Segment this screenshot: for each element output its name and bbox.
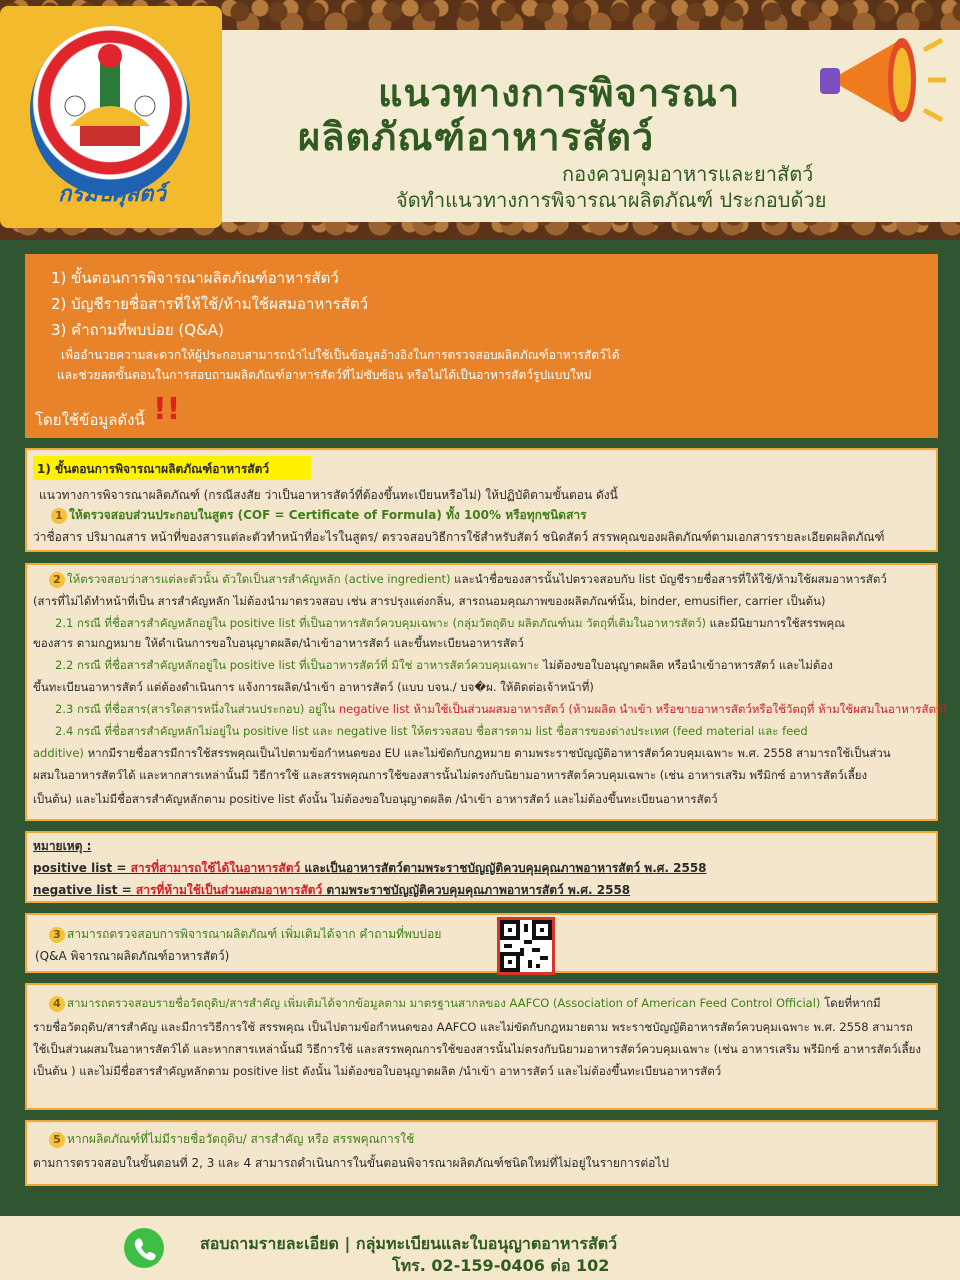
note-negative-list bbox=[33, 881, 630, 900]
section-2-line-2: (สารที่ไม่ได้ทำหน้าที่เป็น สารสำคัญหลัก ไม่ต้องนำมาตรวจสอบ เช่น สารปรุงแต่งกลิ่น, สารถนอมคุณภาพของผลิตภัณฑ์นั้น, binder, emusifier, carrier เป็นต้น) bbox=[33, 594, 826, 608]
section-4-line-4: เป็นต้น ) และไม่มีชื่อสารสำคัญหลักตาม positive list ดังนั้น ไม่ต้องขอใบอนุญาตผลิต /นำเข้า อาหารสัตว์ และไม่ต้องขึ้นทะเบียนอาหารสัตว์ bbox=[33, 1064, 722, 1078]
intro-paragraph-1: เพื่ออำนวยความสะดวกให้ผู้ประกอบสามารถนำไปใช้เป็นข้อมูลอ้างอิงในการตรวจสอบผลิตภัณฑ์อาหารสัตว์ได้ bbox=[61, 348, 620, 362]
logo-text: กรมปศุสัตว์ bbox=[58, 181, 166, 207]
intro-item-2: 2) บัญชีรายชื่อสารที่ให้ใช้/ห้ามใช้ผสมอาหารสัตว์ bbox=[51, 295, 369, 313]
section-1-heading: 1) ขั้นตอนการพิจารณาผลิตภัณฑ์อาหารสัตว์ bbox=[37, 462, 270, 476]
note-positive-list bbox=[33, 859, 707, 878]
section-1-line-3: ว่าชื่อสาร ปริมาณสาร หน้าที่ของสารแต่ละตัวทำหน้าที่อะไรในสูตร/ ตรวจสอบวิธีการใช้สำหรับสัตว์ ชนิดสัตว์ สรรพคุณของผลิตภัณฑ์ตามเอกสารรายละเอียดผลิตภัณฑ์ bbox=[33, 530, 885, 544]
section-2-line-9b: หากมีรายชื่อสารมีการใช้สรรพคุณเป็นไปตามข้อกำหนดของ EU และไม่ขัดกับกฎหมาย ตามพระราชบัญญัติอาหารสัตว์ควบคุมเฉพาะ พ.ศ. 2558 สามารถใช้เป็นส่วน bbox=[83, 746, 891, 760]
section-5 bbox=[25, 1120, 938, 1186]
section-1-step bbox=[51, 506, 587, 525]
subtitle-description: จัดทำแนวทางการพิจารณาผลิตภัณฑ์ ประกอบด้วย bbox=[396, 188, 827, 212]
section-2-line-9 bbox=[33, 745, 891, 763]
note-box bbox=[25, 831, 938, 903]
note-negative-definition: สารที่ห้ามใช้เป็นส่วนผสมอาหารสัตว์ bbox=[135, 883, 323, 897]
section-2-line-5b: ไม่ต้องขอใบอนุญาตผลิต หรือนำเข้าอาหารสัตว์ และไม่ต้อง bbox=[539, 658, 833, 672]
qr-code-icon[interactable] bbox=[497, 917, 555, 975]
section-2-line-5 bbox=[55, 657, 833, 675]
section-1 bbox=[25, 448, 938, 552]
section-2-line-7 bbox=[55, 701, 947, 719]
section-2-line-3a: 2.1 กรณี ที่ชื่อสารสำคัญหลักอยู่ใน positive list ที่เป็นอาหารสัตว์ควบคุมเฉพาะ (กลุ่มวัตถุดิบ ผลิตภัณฑ์นม วัตถุที่เติมในอาหารสัตว์) bbox=[55, 616, 707, 630]
section-3-sub: (Q&A พิจารณาผลิตภัณฑ์อาหารสัตว์) bbox=[35, 949, 230, 963]
subtitle-department: กองควบคุมอาหารและยาสัตว์ bbox=[562, 162, 814, 186]
section-5-main: หากผลิตภัณฑ์ที่ไม่มีรายชื่อวัตถุดิบ/ สารสำคัญ หรือ สรรพคุณการใช้ bbox=[67, 1132, 415, 1146]
footer-phone-number[interactable]: โทร. 02-159-0406 ต่อ 102 bbox=[392, 1256, 610, 1275]
exclamation-icon: !! bbox=[153, 392, 181, 427]
note-negative-rest: ตามพระราชบัญญัติควบคุมคุณภาพอาหารสัตว์ พ.ศ. 2558 bbox=[322, 883, 631, 897]
note-positive-rest: และเป็นอาหารสัตว์ตามพระราชบัญญัติควบคุมคุณภาพอาหารสัตว์ พ.ศ. 2558 bbox=[300, 861, 707, 875]
step-number-3: 3 bbox=[49, 927, 65, 943]
section-2-line-10: ผสมในอาหารสัตว์ได้ และหากสารเหล่านั้นมี วิธีการใช้ และสรรพคุณการใช้ของสารนั้นไม่ตรงกับนิยามอาหารสัตว์ควบคุมเฉพาะ (เช่น อาหารเสริม พรีมิกซ์ อาหารสัตว์เลี้ยง bbox=[33, 768, 868, 782]
section-4 bbox=[25, 983, 938, 1110]
section-5-line-2: ตามการตรวจสอบในขั้นตอนที่ 2, 3 และ 4 สามารถดำเนินการในขั้นตอนพิจารณาผลิตภัณฑ์ชนิดใหม่ที่ไม่อยู่ในรายการต่อไป bbox=[33, 1156, 670, 1170]
note-label: หมายเหตุ : bbox=[33, 839, 92, 853]
intro-paragraph-2: และช่วยลดขั้นตอนในการสอบถามผลิตภัณฑ์อาหารสัตว์ที่ไม่ซับซ้อน หรือไม่ได้เป็นอาหารสัตว์รูปแบบใหม่ bbox=[57, 368, 592, 382]
step-number-1: 1 bbox=[51, 508, 67, 524]
step-number-4: 4 bbox=[49, 996, 65, 1012]
section-2-line-7a: 2.3 กรณี ที่ชื่อสาร(สารใดสารหนึ่งในส่วนประกอบ) อยู่ใน bbox=[55, 702, 336, 716]
section-4-line-1b: โดยที่หากมี bbox=[820, 996, 881, 1010]
section-2-line-4: ของสาร ตามกฎหมาย ให้ดำเนินการขอใบอนุญาตผลิต/นำเข้าอาหารสัตว์ และขึ้นทะเบียนอาหารสัตว์ bbox=[33, 636, 524, 650]
note-negative-term: negative list = bbox=[33, 883, 136, 897]
section-1-step-text: ให้ตรวจสอบส่วนประกอบในสูตร (COF = Certificate of Formula) ทั้ง 100% หรือทุกชนิดสาร bbox=[69, 508, 587, 522]
page-title-line1: แนวทางการพิจารณา bbox=[378, 71, 741, 115]
section-4-line-1 bbox=[49, 995, 881, 1013]
section-2-line-1a: ให้ตรวจสอบว่าสารแต่ละตัวนั้น ตัวใดเป็นสารสำคัญหลัก (active ingredient) bbox=[67, 572, 451, 586]
phone-icon[interactable] bbox=[124, 1228, 164, 1268]
megaphone-icon bbox=[820, 10, 950, 154]
department-logo bbox=[0, 6, 222, 228]
section-3-text bbox=[49, 925, 441, 944]
section-2-line-11: เป็นต้น) และไม่มีชื่อสารสำคัญหลักตาม positive list ดังนั้น ไม่ต้องขอใบอนุญาตผลิต /นำเข้า อาหารสัตว์ และไม่ต้องขึ้นทะเบียนอาหารสัตว์ bbox=[33, 792, 718, 806]
section-2-line-9a: additive) bbox=[33, 746, 84, 760]
footer-contact-text: สอบถามรายละเอียด | กลุ่มทะเบียนและใบอนุญาตอาหารสัตว์ bbox=[200, 1234, 618, 1253]
section-1-line-1: แนวทางการพิจารณาผลิตภัณฑ์ (กรณีสงสัย ว่าเป็นอาหารสัตว์ที่ต้องขึ้นทะเบียนหรือไม่) ให้ปฏิบัติตามขั้นตอน ดังนี้ bbox=[39, 488, 618, 502]
section-2-line-7b: negative list ห้ามใช้เป็นส่วนผสมอาหารสัตว์ (ห้ามผลิต นำเข้า หรือขายอาหารสัตว์หรือใช้วัตถุที่ ห้ามใช้ผสมในอาหารสัตว์) bbox=[335, 702, 947, 716]
intro-item-1: 1) ขั้นตอนการพิจารณาผลิตภัณฑ์อาหารสัตว์ bbox=[51, 269, 339, 287]
section-2-line-1b: และนำชื่อของสารนั้นไปตรวจสอบกับ list บัญชีรายชื่อสารที่ให้ใช้/ห้ามใช้ผสมอาหารสัตว์ bbox=[450, 572, 887, 586]
section-2-line-3 bbox=[55, 615, 845, 633]
section-4-line-1a: สามารถตรวจสอบรายชื่อวัตถุดิบ/สารสำคัญ เพิ่มเติมได้จากข้อมูลตาม มาตรฐานสากลของ AAFCO (Association of American Feed Control Official) bbox=[67, 996, 821, 1010]
emblem-icon bbox=[30, 26, 190, 196]
section-5-line-1 bbox=[49, 1130, 414, 1149]
section-4-line-2: รายชื่อวัตถุดิบ/สารสำคัญ และมีการวิธีการใช้ สรรพคุณ เป็นไปตามข้อกำหนดของ AAFCO และไม่ขัดกับกฎหมายตาม พระราชบัญญัติอาหารสัตว์ควบคุมเฉพาะ พ.ศ. 2558 สามารถ bbox=[33, 1020, 913, 1034]
note-positive-definition: สารที่สามารถใช้ได้ในอาหารสัตว์ bbox=[130, 861, 301, 875]
section-2-line-3b: และมีนิยามการใช้สรรพคุณ bbox=[706, 616, 845, 630]
page-title-line2: ผลิตภัณฑ์อาหารสัตว์ bbox=[298, 115, 655, 159]
section-3-main: สามารถตรวจสอบการพิจารณาผลิตภัณฑ์ เพิ่มเติมได้จาก คำถามที่พบบ่อย bbox=[67, 927, 442, 941]
section-2-line-8: 2.4 กรณี ที่ชื่อสารสำคัญหลักไม่อยู่ใน positive list และ negative list ให้ตรวจสอบ ชื่อสารตาม list ชื่อสารของต่างประเทศ (feed material และ feed bbox=[55, 724, 808, 738]
section-2-line-1 bbox=[49, 571, 887, 589]
intro-panel bbox=[25, 254, 938, 438]
step-number-5: 5 bbox=[49, 1132, 65, 1148]
section-2 bbox=[25, 563, 947, 821]
section-2-line-6: ขึ้นทะเบียนอาหารสัตว์ แต่ต้องดำเนินการ แจ้งการผลิต/นำเข้า อาหารสัตว์ (แบบ บจน./ บจ�ผ. ให้ติดต่อเจ้าหน้าที่) bbox=[33, 680, 594, 694]
section-3 bbox=[25, 913, 938, 973]
intro-using-label: โดยใช้ข้อมูลดังนี้ bbox=[35, 411, 145, 429]
step-number-2: 2 bbox=[49, 572, 65, 588]
intro-item-3: 3) คำถามที่พบบ่อย (Q&A) bbox=[51, 321, 224, 339]
section-2-line-5a: 2.2 กรณี ที่ชื่อสารสำคัญหลักอยู่ใน positive list ที่เป็นอาหารสัตว์ที่ มิใช่ อาหารสัตว์ควบคุมเฉพาะ bbox=[55, 658, 540, 672]
note-positive-term: positive list = bbox=[33, 861, 131, 875]
section-4-line-3: ใช้เป็นส่วนผสมในอาหารสัตว์ได้ และหากสารเหล่านั้นมี วิธีการใช้ และสรรพคุณการใช้ของสารนั้นไม่ตรงกับนิยามอาหารสัตว์ควบคุมเฉพาะ (เช่น อาหารเสริม พรีมิกซ์ อาหารสัตว์เลี้ยง bbox=[33, 1042, 921, 1056]
